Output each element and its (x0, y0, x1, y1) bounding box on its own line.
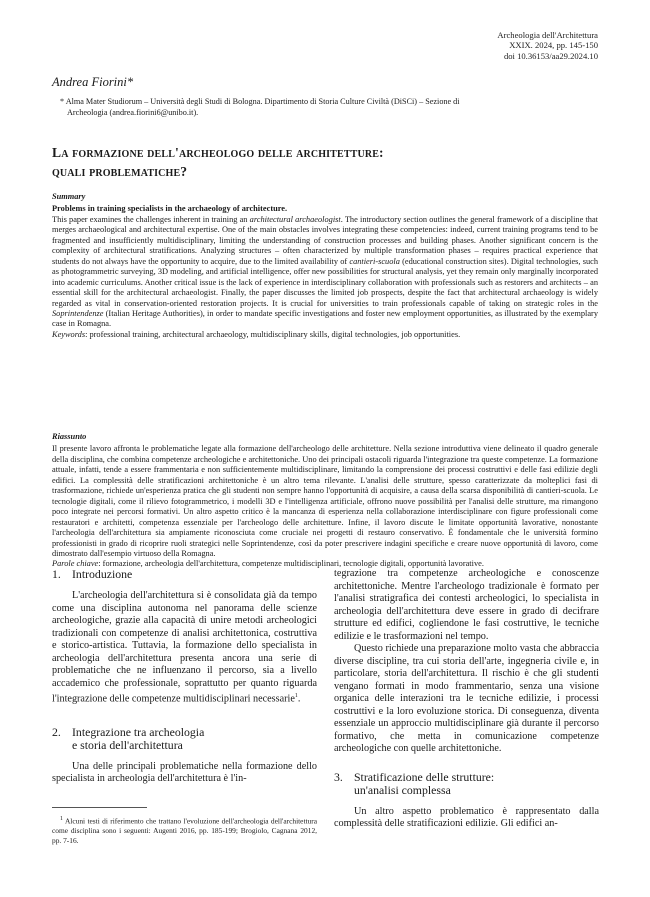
summary-heading: Summary (52, 192, 86, 201)
author-affiliation (60, 97, 600, 118)
section-2-title-line-2: e storia dell'architettura (72, 737, 183, 752)
summary-subtitle: Problems in training specialists in the archaeology of architecture. (52, 204, 288, 214)
paper-title (52, 143, 384, 181)
section-2-heading (52, 726, 317, 752)
footnote-text: Alcuni testi di riferimento che trattano l'evoluzione dell'archeologia dell'architettura come disciplina sono i seguenti: Augenti 2016, pp. 185-199; Brogiolo, Cagnana 2012, pp. 7-16. (52, 816, 317, 845)
right-column (334, 568, 599, 831)
keywords-list: : professional training, architectural archaeology, multidisciplinary skills, digital technologies, job opportunities. (85, 329, 461, 339)
left-column (52, 568, 317, 786)
summary-text-d: (Italian Heritage Authorities), in order to mandate specific investigations and foster new employment opportunities, as illustrated by the exemplary case in Romagna. (52, 308, 598, 329)
summary-section (52, 192, 598, 340)
section-3-title-line-2: un'analisi complessa (354, 782, 451, 797)
section-1-text: L'archeologia dell'architettura si è consolidata già da tempo come una disciplina autonoma nel panorama delle scienze archeologiche, grazie alla capacità di unire metodi archeologici tradizionali con competenze di analisi architettonica, costruttiva e storico-artistica. Tuttavia, la formazione dello specialista in archeologia dell'architettura presenta ancora una serie di problematiche che ne influenzano il percorso, sia a livello accademico che professionale, soprattutto per quanto riguarda l'integrazione delle competenze multidisciplinari necessarie (52, 590, 317, 705)
riassunto-heading: Riassunto (52, 432, 87, 441)
summary-text-c-italic: Soprintendenze (52, 308, 104, 318)
summary-text-c: (educational construction sites). Digital technologies, such as photogrammetric surveying, 3D modeling, and artificial intelligence, offer new possibilities for structural analysis, yet they remain only marginally incorporated into academic curriculums. Another critical issue is the lack of experience in interdisciplinary collaboration with professionals such as restorers and architects – an essential skill for the architectural archaeologist. Finally, the paper discusses the limited job prospects, despite the fact that architectural archaeology is widely regarded as vital in conservation-oriented restoration projects. It is crucial for universities to train professionals capable of taking on strategic roles in the (52, 256, 598, 308)
journal-volume-pages: XXIX. 2024, pp. 145-150 (509, 40, 598, 51)
title-line-2: quali problematiche? (52, 164, 188, 179)
section-1-number: 1. (52, 567, 61, 581)
parole-chiave-label: Parole chiave (52, 559, 99, 569)
section-3-heading (334, 771, 599, 797)
footnote-mark-1[interactable]: 1 (294, 693, 298, 699)
section-2-title-line-1: Integrazione tra archeologia (72, 724, 205, 739)
parole-chiave-list: : formazione, archeologia dell'architettura, competenze multidisciplinari, tecnologie digitali, opportunità lavorative. (98, 559, 484, 569)
section-3-number: 3. (334, 769, 343, 784)
summary-abstract (52, 215, 598, 330)
section-3-paragraph: Un altro aspetto problematico è rappresentato dalla complessità delle stratificazioni edilizie. Gli edifici an- (334, 805, 599, 829)
section-2-paragraph: Una delle principali problematiche nella formazione dello specialista in archeologia dell'architettura è l'in- (52, 760, 317, 785)
affiliation-line-2: Archeologia (andrea.fiorini6@unibo.it). (67, 107, 199, 117)
summary-keywords (52, 330, 598, 340)
section-2-number: 2. (52, 724, 61, 739)
section-1-title: Introduzione (72, 567, 133, 581)
summary-text-b-italic: cantieri-scuola (349, 256, 400, 266)
footnote-rule (52, 807, 147, 808)
affiliation-line-1: * Alma Mater Studiorum – Università degli Studi di Bologna. Dipartimento di Storia Culture Civiltà (DiSCi) – Sezione di (60, 97, 460, 106)
footnote-number: 1 (60, 816, 63, 822)
journal-header (497, 30, 598, 61)
section-2-continued-paragraph: tegrazione tra competenze archeologiche e conoscenze architettoniche. Mentre l'archeologo tradizionale è formato per l'analisi stratigrafica dei contesti archeologici, lo specialista in archeologia dell'architettura deve essere in grado di decifrare strutture ed edifici, cogliendone le fasi costruttive, le tecniche edilizie e le trasformazioni nel tempo. (334, 568, 599, 642)
summary-text-b: . The introductory section outlines the general framework of a discipline that merges archaeological and architectural expertise. One of the main obstacles involves integrating these competencies: indeed, current training programs tend to be fragmented and insufficiently multidisciplinary, limiting the understanding of construction processes and building phases. Another significant concern is the complexity of architectural stratifications. Analyzing structures – often characterized by multiple transformation phases – requires practical experience that students do not always have the opportunity to acquire, due to the limited availability of (52, 214, 598, 266)
riassunto-section (52, 432, 598, 570)
riassunto-text: Il presente lavoro affronta le problematiche legate alla formazione dell'archeologo delle architetture. Nella sezione introduttiva viene delineato il quadro generale della disciplina, che combina competenze archeologiche e architettoniche. Uno dei principali ostacoli riguarda l'integrazione tra queste competenze. La formazione attuale, infatti, tende a essere frammentaria e non sufficientemente multidisciplinare, limitando la comprensione dei processi costruttivi e delle fasi edilizie degli edifici. La complessità delle stratificazioni architettoniche è un altro tema rilevante. L'analisi delle strutture, spesso caratterizzate da molteplici fasi di trasformazione, richiede un'esperienza pratica che gli studenti non sempre hanno l'opportunità di acquisire, a causa della scarsa disponibilità di cantieri-scuola. Le tecnologie digitali, come il rilievo fotogrammetrico, i modelli 3D e l'intelligenza artificiale, offrono nuove possibilità per l'analisi delle strutture, ma rimangono poco integrate nei percorsi formativi. Un altro aspetto critico è la mancanza di esperienza nella collaborazione interdisciplinare con figure professionali come restauratori e architetti, competenza essenziale per l'archeologo delle architetture. Infine, il lavoro discute le limitate opportunità lavorative, nonostante l'archeologia dell'architettura sia ampiamente riconosciuta come cruciale nei progetti di restauro conservativo. È fondamentale che le università formino professionisti in grado di ricoprire ruoli strategici nelle Soprintendenze, così da poter prescrivere indagini specifiche e creare nuove opportunità di lavoro, come dimostrato dall'esempio virtuoso della Romagna. (52, 444, 598, 558)
journal-name: Archeologia dell'Architettura (497, 30, 598, 40)
summary-text-a: This paper examines the challenges inherent in training an (52, 214, 250, 224)
section-1-paragraph: L'archeologia dell'architettura si è consolidata già da tempo come una disciplina autonoma nel panorama delle scienze archeologiche, grazie alla capacità di unire metodi archeologici tradizionali con competenze di analisi architettonica, costruttiva e storico-artistica. Tuttavia, la formazione dello specialista in archeologia dell'architettura presenta ancora una serie di problematiche che ne influenzano il percorso, sia a livello accademico che professionale, soprattutto per quanto riguarda l'integrazione delle competenze multidisciplinari necessarie$^1$. (52, 590, 317, 705)
footnote (52, 815, 317, 845)
section-1-heading (52, 568, 317, 581)
section-2-second-paragraph: Questo richiede una preparazione molto vasta che abbraccia diverse discipline, tra cui storia dell'arte, ingegneria civile e, in particolare, storia dell'architettura. Il rischio è che gli studenti vengano formati in modo frammentario, senza una visione organica delle interazioni tra le tecniche edilizie, i processi costruttivi e la loro evoluzione storica. Di conseguenza, diventa essenziale un approccio multidisciplinare già durante il percorso formativo, che metta in comunicazione competenze archeologiche con quelle architettoniche. (334, 643, 599, 754)
title-line-1: La formazione dell'archeologo delle architetture: (52, 145, 384, 160)
journal-doi[interactable]: doi 10.36153/aa29.2024.10 (503, 50, 598, 61)
keywords-label: Keywords (52, 329, 86, 339)
summary-text-a-italic: architectural archaeologist (249, 214, 341, 224)
author-name: Andrea Fiorini* (52, 75, 134, 89)
section-3-title-line-1: Stratificazione delle strutture: (354, 769, 495, 784)
